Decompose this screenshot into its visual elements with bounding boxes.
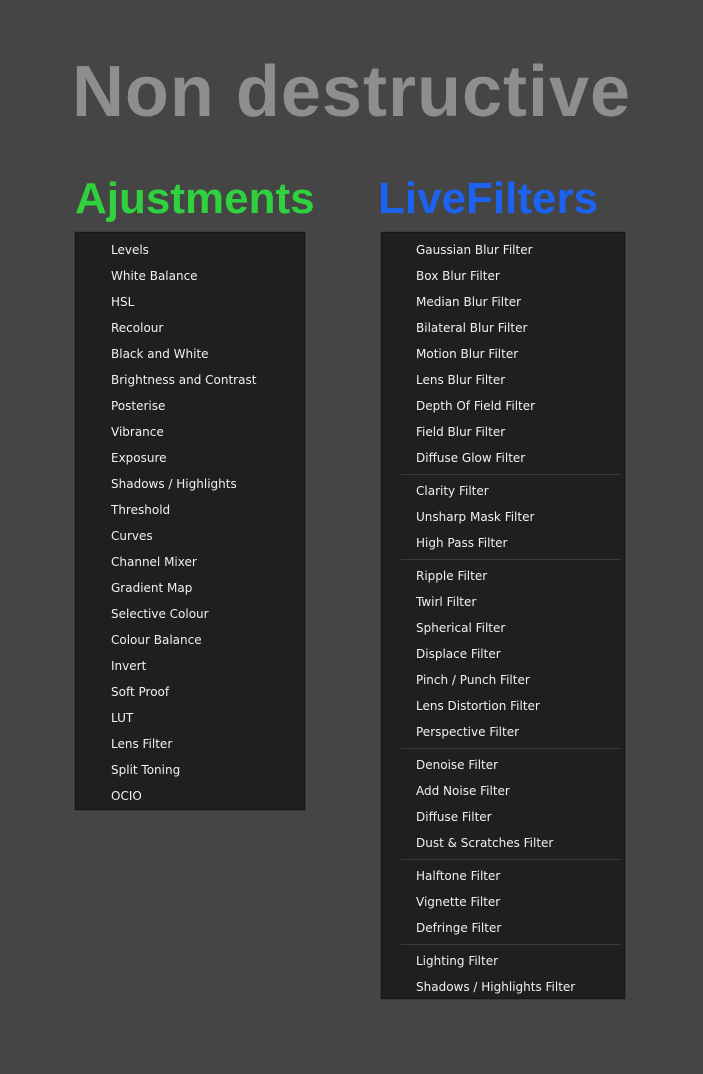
menu-item-ripple-filter[interactable]: Ripple Filter	[416, 569, 488, 583]
menu-item-add-noise-filter[interactable]: Add Noise Filter	[416, 784, 510, 798]
menu-item-perspective-filter[interactable]: Perspective Filter	[416, 725, 520, 739]
menu-item-depth-of-field-filter[interactable]: Depth Of Field Filter	[416, 399, 536, 413]
livefilters-heading: LiveFilters	[378, 174, 599, 223]
menu-separator	[401, 474, 621, 475]
menu-item-box-blur-filter[interactable]: Box Blur Filter	[416, 269, 500, 283]
menu-item-field-blur-filter[interactable]: Field Blur Filter	[416, 425, 506, 439]
menu-item-denoise-filter[interactable]: Denoise Filter	[416, 758, 499, 772]
adjustments-heading: Ajustments	[75, 174, 315, 223]
menu-item-displace-filter[interactable]: Displace Filter	[416, 647, 501, 661]
menu-item-clarity-filter[interactable]: Clarity Filter	[416, 484, 489, 498]
menu-item-vibrance[interactable]: Vibrance	[111, 425, 164, 439]
menu-item-lens-blur-filter[interactable]: Lens Blur Filter	[416, 373, 506, 387]
menu-item-levels[interactable]: Levels	[111, 243, 149, 257]
menu-item-recolour[interactable]: Recolour	[111, 321, 164, 335]
menu-item-median-blur-filter[interactable]: Median Blur Filter	[416, 295, 522, 309]
menu-item-posterise[interactable]: Posterise	[111, 399, 166, 413]
menu-item-soft-proof[interactable]: Soft Proof	[111, 685, 170, 699]
menu-item-spherical-filter[interactable]: Spherical Filter	[416, 621, 506, 635]
menu-item-pinch-punch-filter[interactable]: Pinch / Punch Filter	[416, 673, 530, 687]
page-title: Non destructive	[71, 52, 632, 132]
menu-item-split-toning[interactable]: Split Toning	[111, 763, 181, 777]
menu-item-colour-balance[interactable]: Colour Balance	[111, 633, 202, 647]
menu-item-twirl-filter[interactable]: Twirl Filter	[416, 595, 477, 609]
menu-item-curves[interactable]: Curves	[111, 529, 153, 543]
menu-separator	[401, 944, 621, 945]
menu-item-lighting-filter[interactable]: Lighting Filter	[416, 954, 499, 968]
menu-item-channel-mixer[interactable]: Channel Mixer	[111, 555, 197, 569]
menu-item-exposure[interactable]: Exposure	[111, 451, 167, 465]
menu-item-gaussian-blur-filter[interactable]: Gaussian Blur Filter	[416, 243, 533, 257]
menu-item-gradient-map[interactable]: Gradient Map	[111, 581, 193, 595]
menu-item-unsharp-mask-filter[interactable]: Unsharp Mask Filter	[416, 510, 535, 524]
menu-item-dust-scratches-filter[interactable]: Dust & Scratches Filter	[416, 836, 554, 850]
adjustments-menu	[75, 232, 305, 810]
menu-item-shadows-highlights-filter[interactable]: Shadows / Highlights Filter	[416, 980, 576, 994]
menu-item-lens-distortion-filter[interactable]: Lens Distortion Filter	[416, 699, 540, 713]
menu-item-invert[interactable]: Invert	[111, 659, 147, 673]
menu-item-lens-filter[interactable]: Lens Filter	[111, 737, 173, 751]
menu-item-ocio[interactable]: OCIO	[111, 789, 142, 803]
menu-item-selective-colour[interactable]: Selective Colour	[111, 607, 209, 621]
menu-item-diffuse-glow-filter[interactable]: Diffuse Glow Filter	[416, 451, 526, 465]
menu-item-white-balance[interactable]: White Balance	[111, 269, 198, 283]
menu-item-vignette-filter[interactable]: Vignette Filter	[416, 895, 501, 909]
menu-item-black-and-white[interactable]: Black and White	[111, 347, 209, 361]
menu-item-threshold[interactable]: Threshold	[111, 503, 171, 517]
menu-item-halftone-filter[interactable]: Halftone Filter	[416, 869, 501, 883]
menu-item-bilateral-blur-filter[interactable]: Bilateral Blur Filter	[416, 321, 528, 335]
menu-item-shadows-highlights[interactable]: Shadows / Highlights	[111, 477, 237, 491]
menu-separator	[401, 559, 621, 560]
menu-item-brightness-and-contrast[interactable]: Brightness and Contrast	[111, 373, 257, 387]
livefilters-menu	[381, 232, 625, 999]
menu-item-hsl[interactable]: HSL	[111, 295, 135, 309]
menu-separator	[401, 748, 621, 749]
menu-item-high-pass-filter[interactable]: High Pass Filter	[416, 536, 508, 550]
menu-item-lut[interactable]: LUT	[111, 711, 134, 725]
menu-item-diffuse-filter[interactable]: Diffuse Filter	[416, 810, 492, 824]
menu-separator	[401, 859, 621, 860]
menu-item-motion-blur-filter[interactable]: Motion Blur Filter	[416, 347, 519, 361]
menu-item-defringe-filter[interactable]: Defringe Filter	[416, 921, 502, 935]
